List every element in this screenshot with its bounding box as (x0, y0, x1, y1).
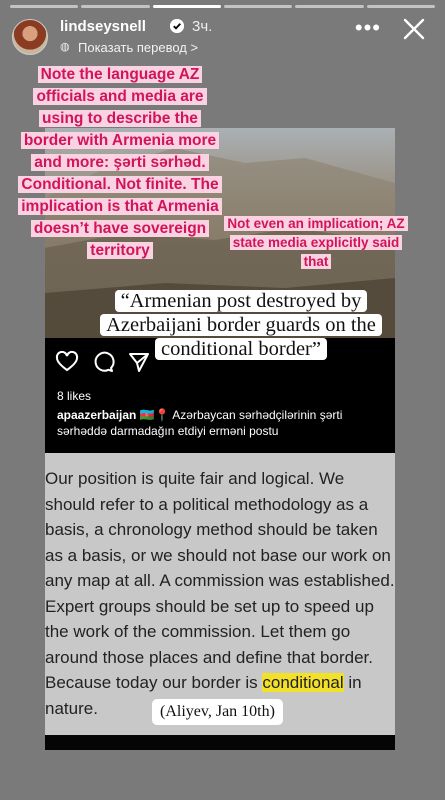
post-caption (57, 407, 383, 439)
quote-sticker-text: “Armenian post destroyed by Azerbaijani border guards on the conditional border” (100, 290, 382, 360)
username[interactable]: lindseysnell (60, 18, 146, 35)
caption-text: Azərbaycan sərhədçilərinin şərti sərhəddə darmadağın etdiyi erməni postu (57, 408, 343, 438)
annotation-side (224, 214, 408, 271)
quote-text (45, 466, 395, 721)
caption-flags: 🇦🇿📍 (139, 408, 170, 422)
heart-icon[interactable] (55, 350, 79, 374)
verified-badge-icon (170, 19, 184, 33)
progress-segment (367, 5, 435, 8)
caption-username[interactable]: apaazerbaijan (57, 408, 137, 422)
story-progress-bar (10, 5, 435, 8)
post-time: 3ч. (192, 18, 213, 35)
annotation-side-text: Not even an implication; AZ state media explicitly said that (224, 216, 407, 269)
likes-count: 8 likes (57, 389, 92, 403)
chevron-right-icon: > (190, 40, 199, 55)
progress-segment (81, 5, 149, 8)
quote-text-end: in nature. (45, 673, 362, 718)
translate-icon: ◍ (60, 41, 70, 53)
progress-segment-active (153, 5, 221, 8)
progress-segment (224, 5, 292, 8)
story-header (12, 14, 435, 58)
quote-sticker (96, 289, 386, 361)
avatar[interactable] (12, 19, 48, 55)
attribution-sticker: (Aliyev, Jan 10th) (152, 699, 283, 725)
post-bottom-bar (45, 735, 395, 750)
annotation-main (14, 64, 226, 262)
quote-text-start: Our position is quite fair and logical. We should refer to a political methodology as a basis, a chronology method should be taken as a basis, or we should not base our work on any map at all. A commission was established. Expert groups should be set up to speed up the work of the commission. Let them go around those places and define that border. Because today our border is (45, 469, 395, 692)
progress-segment (10, 5, 78, 8)
translate-label: Показать перевод (78, 40, 187, 55)
quote-panel (45, 453, 395, 735)
translate-link[interactable] (78, 40, 198, 55)
highlighted-word: conditional (262, 673, 344, 692)
more-options-button[interactable]: ••• (354, 15, 381, 40)
progress-segment (295, 5, 363, 8)
close-icon[interactable] (401, 16, 427, 42)
annotation-main-text: Note the language AZ officials and media are using to describe the border with Armenia more and more: şərti sərhəd. Conditional. Not finite. The implication is that Armenia doesn’t have sovereign territory (18, 66, 222, 259)
